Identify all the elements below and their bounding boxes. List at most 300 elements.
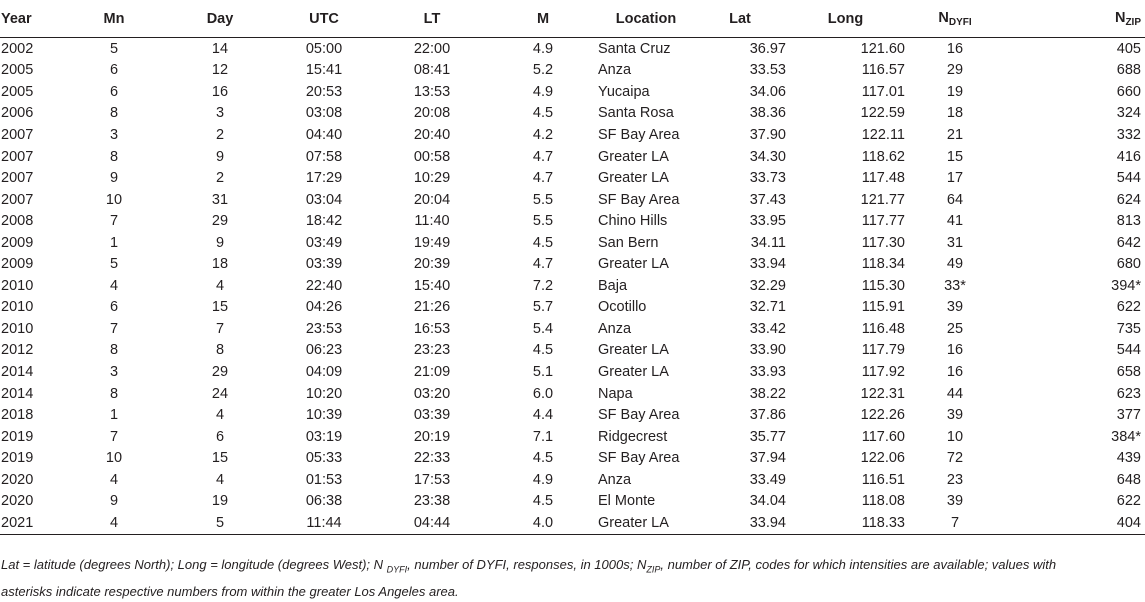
cell-nzip: 623 (1116, 385, 1141, 402)
cell-ndyfi: 21 (946, 126, 964, 143)
cell-utc: 04:40 (305, 126, 343, 143)
cell-long: 116.51 (861, 471, 905, 488)
cell-year: 2007 (1, 126, 34, 143)
cell-year: 2019 (1, 450, 34, 467)
cell-lt: 23:38 (413, 493, 451, 510)
cell-ndyfi: 25 (946, 320, 964, 337)
cell-m: 5.5 (532, 213, 554, 230)
footnote-part-2: , number of DYFI, responses, in 1000s; N (407, 557, 647, 572)
cell-ndyfi: 16 (946, 363, 964, 380)
cell-year: 2010 (1, 299, 34, 316)
cell-day: 15 (211, 299, 229, 316)
cell-long: 117.60 (861, 428, 905, 445)
table-row (0, 103, 1145, 125)
cell-year: 2018 (1, 407, 34, 424)
header-nzip-sub: ZIP (1125, 16, 1141, 28)
cell-m: 4.9 (532, 471, 554, 488)
cell-nzip: 404 (1005, 512, 1145, 534)
cell-day: 16 (211, 83, 229, 100)
cell-lat: 37.90 (749, 126, 786, 143)
cell-year: 2012 (1, 342, 34, 359)
cell-long: 122.59 (860, 105, 905, 122)
cell-day: 12 (211, 62, 229, 79)
cell-lat: 36.97 (749, 40, 786, 57)
cell-location: Napa (598, 385, 633, 402)
cell-day: 5 (168, 512, 272, 534)
cell-day: 4 (215, 471, 225, 488)
cell-long: 117.77 (861, 213, 905, 230)
cell-nzip: 735 (1116, 320, 1141, 337)
cell-nzip: 416 (1116, 148, 1141, 165)
cell-mn: 3 (109, 363, 119, 380)
cell-location: Greater LA (598, 256, 669, 273)
header-utc: UTC (272, 0, 376, 38)
cell-location: SF Bay Area (598, 450, 680, 467)
cell-lt: 19:49 (413, 234, 451, 251)
footnote-sub-dyfi: DYFI (386, 564, 408, 575)
cell-mn: 5 (109, 256, 119, 273)
cell-year: 2007 (1, 191, 34, 208)
cell-location: Anza (598, 320, 632, 337)
cell-lat: 34.04 (749, 493, 786, 510)
cell-nzip: 324 (1116, 105, 1141, 122)
cell-lat: 34.11 (750, 234, 786, 251)
header-row (0, 0, 1145, 38)
cell-year: 2010 (1, 320, 34, 337)
cell-ndyfi: 39 (946, 493, 964, 510)
cell-m: 4.7 (532, 148, 554, 165)
table-row (0, 297, 1145, 319)
cell-lat: 37.86 (749, 407, 786, 424)
table-footnote (1, 554, 1139, 602)
cell-lat: 33.42 (749, 320, 786, 337)
cell-day: 4 (215, 407, 225, 424)
table-row (0, 512, 1145, 534)
table-row (0, 232, 1145, 254)
cell-nzip: 332 (1116, 126, 1141, 143)
cell-nzip: 648 (1116, 471, 1141, 488)
cell-long: 122.11 (861, 126, 905, 143)
cell-mn: 8 (109, 105, 119, 122)
cell-ndyfi: 29 (946, 62, 964, 79)
cell-m: 6.0 (532, 385, 554, 402)
cell-location: Anza (598, 471, 632, 488)
cell-lat: 33.90 (749, 342, 786, 359)
cell-long: 118.33 (786, 512, 905, 534)
cell-ndyfi: 31 (946, 234, 964, 251)
cell-mn: 8 (109, 342, 119, 359)
cell-lat: 32.29 (749, 277, 786, 294)
cell-location: Greater LA (598, 170, 669, 187)
cell-ndyfi: 44 (946, 385, 964, 402)
cell-day: 2 (215, 126, 225, 143)
cell-m: 4.5 (532, 234, 554, 251)
cell-long: 116.48 (861, 320, 905, 337)
header-lat: Lat (694, 0, 786, 38)
table-row (0, 447, 1145, 469)
cell-long: 118.62 (861, 148, 905, 165)
cell-utc: 10:20 (305, 385, 343, 402)
cell-location: SF Bay Area (598, 126, 680, 143)
table-row (0, 426, 1145, 448)
cell-lt: 00:58 (413, 148, 451, 165)
cell-m: 4.5 (532, 450, 554, 467)
cell-ndyfi: 15 (946, 148, 964, 165)
cell-lat: 35.77 (749, 428, 786, 445)
cell-nzip: 642 (1116, 234, 1141, 251)
cell-lat: 34.30 (749, 148, 786, 165)
table-row (0, 490, 1145, 512)
header-mn: Mn (60, 0, 168, 38)
table-row (0, 210, 1145, 232)
cell-day: 7 (215, 320, 225, 337)
cell-location: Ocotillo (598, 299, 647, 316)
cell-day: 4 (215, 277, 225, 294)
cell-nzip: 622 (1116, 493, 1141, 510)
cell-lt: 21:09 (413, 363, 451, 380)
cell-ndyfi: 17 (946, 170, 964, 187)
table-row (0, 383, 1145, 405)
cell-day: 2 (215, 170, 225, 187)
cell-lt: 10:29 (413, 170, 451, 187)
cell-long: 117.79 (861, 342, 905, 359)
cell-ndyfi: 33* (944, 277, 966, 294)
cell-year: 2005 (1, 83, 34, 100)
cell-lat: 33.94 (749, 256, 786, 273)
cell-mn: 6 (109, 62, 119, 79)
cell-location: Greater LA (598, 512, 694, 534)
cell-long: 116.57 (861, 62, 905, 79)
cell-utc: 17:29 (305, 170, 343, 187)
cell-ndyfi: 10 (946, 428, 964, 445)
cell-long: 118.08 (861, 493, 905, 510)
cell-long: 117.30 (861, 234, 905, 251)
cell-utc: 06:23 (305, 342, 343, 359)
cell-mn: 9 (109, 493, 119, 510)
cell-m: 7.1 (532, 428, 554, 445)
cell-mn: 5 (109, 40, 119, 57)
header-ndyfi (905, 0, 1005, 38)
cell-lt: 21:26 (413, 299, 451, 316)
cell-year: 2020 (1, 493, 34, 510)
cell-location: SF Bay Area (598, 407, 680, 424)
cell-lat: 32.71 (749, 299, 786, 316)
cell-ndyfi: 41 (946, 213, 964, 230)
header-m: M (488, 0, 598, 38)
cell-m: 5.7 (532, 299, 554, 316)
cell-year: 2009 (1, 234, 34, 251)
cell-ndyfi: 49 (946, 256, 964, 273)
table-row (0, 167, 1145, 189)
header-ndyfi-sub: DYFI (948, 16, 972, 28)
cell-utc: 06:38 (305, 493, 343, 510)
cell-nzip: 813 (1116, 213, 1141, 230)
cell-lt: 15:40 (413, 277, 451, 294)
cell-long: 121.60 (860, 40, 905, 57)
table-row (0, 361, 1145, 383)
header-long: Long (786, 0, 905, 38)
cell-day: 14 (211, 40, 229, 57)
cell-m: 4.9 (532, 40, 554, 57)
cell-nzip: 658 (1116, 363, 1141, 380)
cell-mn: 7 (109, 428, 119, 445)
cell-year: 2009 (1, 256, 34, 273)
cell-utc: 04:26 (305, 299, 343, 316)
table-row (0, 469, 1145, 491)
cell-lt: 20:04 (413, 191, 451, 208)
cell-lt: 20:39 (413, 256, 451, 273)
cell-utc: 03:04 (305, 191, 343, 208)
cell-year: 2014 (1, 385, 34, 402)
cell-nzip: 544 (1116, 170, 1141, 187)
cell-lt: 08:41 (413, 62, 451, 79)
cell-m: 5.5 (532, 191, 554, 208)
cell-ndyfi: 72 (946, 450, 964, 467)
cell-m: 4.4 (532, 407, 554, 424)
cell-lt: 20:40 (413, 126, 451, 143)
header-ndyfi-base: N (938, 9, 949, 26)
cell-nzip: 624 (1116, 191, 1141, 208)
cell-long: 117.48 (861, 170, 905, 187)
cell-m: 4.5 (532, 105, 554, 122)
footnote-line-2: asterisks indicate respective numbers from within the greater Los Angeles area. (1, 583, 459, 599)
cell-year: 2007 (1, 148, 34, 165)
cell-m: 4.7 (532, 170, 554, 187)
cell-year: 2008 (1, 213, 34, 230)
cell-long: 122.06 (860, 450, 905, 467)
cell-utc: 04:09 (305, 363, 343, 380)
cell-m: 4.5 (532, 342, 554, 359)
cell-nzip: 622 (1116, 299, 1141, 316)
cell-lt: 03:20 (413, 385, 451, 402)
cell-lt: 20:08 (413, 105, 451, 122)
table-row (0, 124, 1145, 146)
header-year: Year (0, 0, 60, 38)
cell-day: 29 (211, 213, 229, 230)
cell-nzip: 377 (1116, 407, 1141, 424)
cell-ndyfi: 19 (946, 83, 964, 100)
cell-long: 122.26 (860, 407, 905, 424)
cell-long: 122.31 (860, 385, 905, 402)
cell-year: 2019 (1, 428, 34, 445)
cell-long: 118.34 (861, 256, 905, 273)
cell-location: El Monte (598, 493, 656, 510)
cell-lat: 37.94 (749, 450, 786, 467)
cell-day: 24 (211, 385, 229, 402)
cell-lt: 13:53 (413, 83, 451, 100)
cell-ndyfi: 23 (946, 471, 964, 488)
cell-location: Anza (598, 62, 632, 79)
cell-mn: 10 (105, 450, 123, 467)
cell-day: 19 (211, 493, 229, 510)
table-row (0, 81, 1145, 103)
cell-lt: 11:40 (414, 213, 450, 230)
cell-nzip: 688 (1116, 62, 1141, 79)
cell-day: 9 (215, 234, 225, 251)
cell-lat: 38.22 (749, 385, 786, 402)
cell-lt: 03:39 (413, 407, 451, 424)
cell-year: 2010 (1, 277, 34, 294)
cell-mn: 4 (109, 277, 119, 294)
cell-location: Greater LA (598, 342, 669, 359)
cell-utc: 05:33 (305, 450, 343, 467)
cell-mn: 1 (109, 407, 119, 424)
cell-lt: 22:00 (413, 40, 451, 57)
cell-day: 3 (215, 105, 225, 122)
cell-m: 5.2 (532, 62, 554, 79)
cell-nzip: 384* (1111, 428, 1141, 445)
cell-mn: 7 (109, 213, 119, 230)
header-lt: LT (376, 0, 488, 38)
cell-lt: 22:33 (413, 450, 451, 467)
cell-lat: 33.49 (749, 471, 786, 488)
cell-utc: 03:49 (305, 234, 343, 251)
cell-lat: 33.73 (749, 170, 786, 187)
cell-mn: 3 (109, 126, 119, 143)
cell-ndyfi: 39 (946, 407, 964, 424)
cell-mn: 8 (109, 148, 119, 165)
cell-mn: 4 (109, 471, 119, 488)
cell-utc: 20:53 (305, 83, 343, 100)
cell-lt: 04:44 (376, 512, 488, 534)
header-location: Location (598, 0, 694, 38)
cell-mn: 7 (109, 320, 119, 337)
cell-ndyfi: 16 (946, 40, 964, 57)
cell-lat: 33.93 (749, 363, 786, 380)
cell-year: 2020 (1, 471, 34, 488)
cell-day: 15 (211, 450, 229, 467)
table-body (0, 38, 1145, 535)
cell-m: 4.5 (532, 493, 554, 510)
cell-location: Santa Cruz (598, 40, 671, 57)
cell-utc: 11:44 (272, 512, 376, 534)
cell-lat: 33.94 (694, 512, 786, 534)
cell-mn: 6 (109, 83, 119, 100)
table-header (0, 0, 1145, 38)
cell-long: 117.01 (861, 83, 905, 100)
cell-utc: 03:08 (305, 105, 343, 122)
cell-year: 2002 (1, 40, 34, 57)
cell-utc: 10:39 (305, 407, 343, 424)
cell-nzip: 394* (1111, 277, 1141, 294)
cell-long: 115.30 (861, 277, 905, 294)
cell-ndyfi: 16 (946, 342, 964, 359)
cell-utc: 01:53 (305, 471, 343, 488)
table-row (0, 318, 1145, 340)
cell-utc: 15:41 (305, 62, 343, 79)
header-nzip (1005, 0, 1145, 38)
cell-long: 117.92 (861, 363, 905, 380)
table-row (0, 253, 1145, 275)
cell-day: 8 (215, 342, 225, 359)
cell-ndyfi: 39 (946, 299, 964, 316)
cell-location: Greater LA (598, 148, 669, 165)
cell-day: 29 (211, 363, 229, 380)
cell-day: 18 (211, 256, 229, 273)
cell-mn: 4 (60, 512, 168, 534)
cell-nzip: 680 (1116, 256, 1141, 273)
cell-ndyfi: 7 (905, 512, 1005, 534)
cell-year: 2014 (1, 363, 34, 380)
cell-year: 2005 (1, 62, 34, 79)
header-day: Day (168, 0, 272, 38)
cell-lat: 38.36 (749, 105, 786, 122)
cell-location: Greater LA (598, 363, 669, 380)
cell-mn: 8 (109, 385, 119, 402)
cell-mn: 6 (109, 299, 119, 316)
cell-utc: 03:39 (305, 256, 343, 273)
cell-year: 2006 (1, 105, 34, 122)
cell-location: Baja (598, 277, 628, 294)
header-nzip-base: N (1114, 9, 1126, 26)
cell-year: 2007 (1, 170, 34, 187)
cell-long: 121.77 (860, 191, 905, 208)
cell-lat: 37.43 (749, 191, 786, 208)
cell-location: SF Bay Area (598, 191, 680, 208)
cell-lat: 34.06 (749, 83, 786, 100)
footnote-part-3: , number of ZIP, codes for which intensities are available; values with (660, 557, 1057, 572)
cell-nzip: 544 (1116, 342, 1141, 359)
cell-m: 5.4 (532, 320, 554, 337)
cell-location: San Bern (598, 234, 659, 251)
cell-ndyfi: 64 (946, 191, 964, 208)
cell-utc: 03:19 (305, 428, 343, 445)
cell-m: 4.7 (532, 256, 554, 273)
cell-m: 4.0 (488, 512, 598, 534)
cell-location: Yucaipa (598, 83, 650, 100)
cell-location: Chino Hills (598, 213, 668, 230)
cell-utc: 18:42 (305, 213, 343, 230)
footnote-sub-zip: ZIP (646, 564, 661, 575)
cell-lat: 33.53 (749, 62, 786, 79)
cell-day: 9 (215, 148, 225, 165)
cell-ndyfi: 18 (946, 105, 964, 122)
cell-mn: 9 (109, 170, 119, 187)
cell-lt: 23:23 (413, 342, 451, 359)
cell-year: 2021 (0, 512, 60, 534)
table-row (0, 275, 1145, 297)
cell-location: Ridgecrest (598, 428, 668, 445)
cell-lt: 16:53 (413, 320, 451, 337)
cell-m: 7.2 (532, 277, 554, 294)
cell-m: 4.2 (532, 126, 554, 143)
cell-day: 6 (215, 428, 225, 445)
table-row (0, 60, 1145, 82)
cell-mn: 1 (109, 234, 119, 251)
cell-location: Santa Rosa (598, 105, 674, 122)
cell-mn: 10 (105, 191, 123, 208)
cell-nzip: 660 (1116, 83, 1141, 100)
table-row (0, 38, 1145, 60)
cell-lt: 17:53 (413, 471, 451, 488)
table-row (0, 189, 1145, 211)
cell-utc: 23:53 (305, 320, 343, 337)
cell-day: 31 (211, 191, 229, 208)
table-row (0, 340, 1145, 362)
cell-lt: 20:19 (413, 428, 451, 445)
table-row (0, 146, 1145, 168)
cell-m: 5.1 (532, 363, 554, 380)
cell-long: 115.91 (861, 299, 905, 316)
cell-utc: 07:58 (305, 148, 343, 165)
footnote-part-1: Lat = latitude (degrees North); Long = longitude (degrees West); N (1, 557, 387, 572)
cell-nzip: 439 (1116, 450, 1141, 467)
cell-nzip: 405 (1116, 40, 1141, 57)
cell-utc: 05:00 (305, 40, 343, 57)
cell-lat: 33.95 (749, 213, 786, 230)
table-row (0, 404, 1145, 426)
cell-m: 4.9 (532, 83, 554, 100)
